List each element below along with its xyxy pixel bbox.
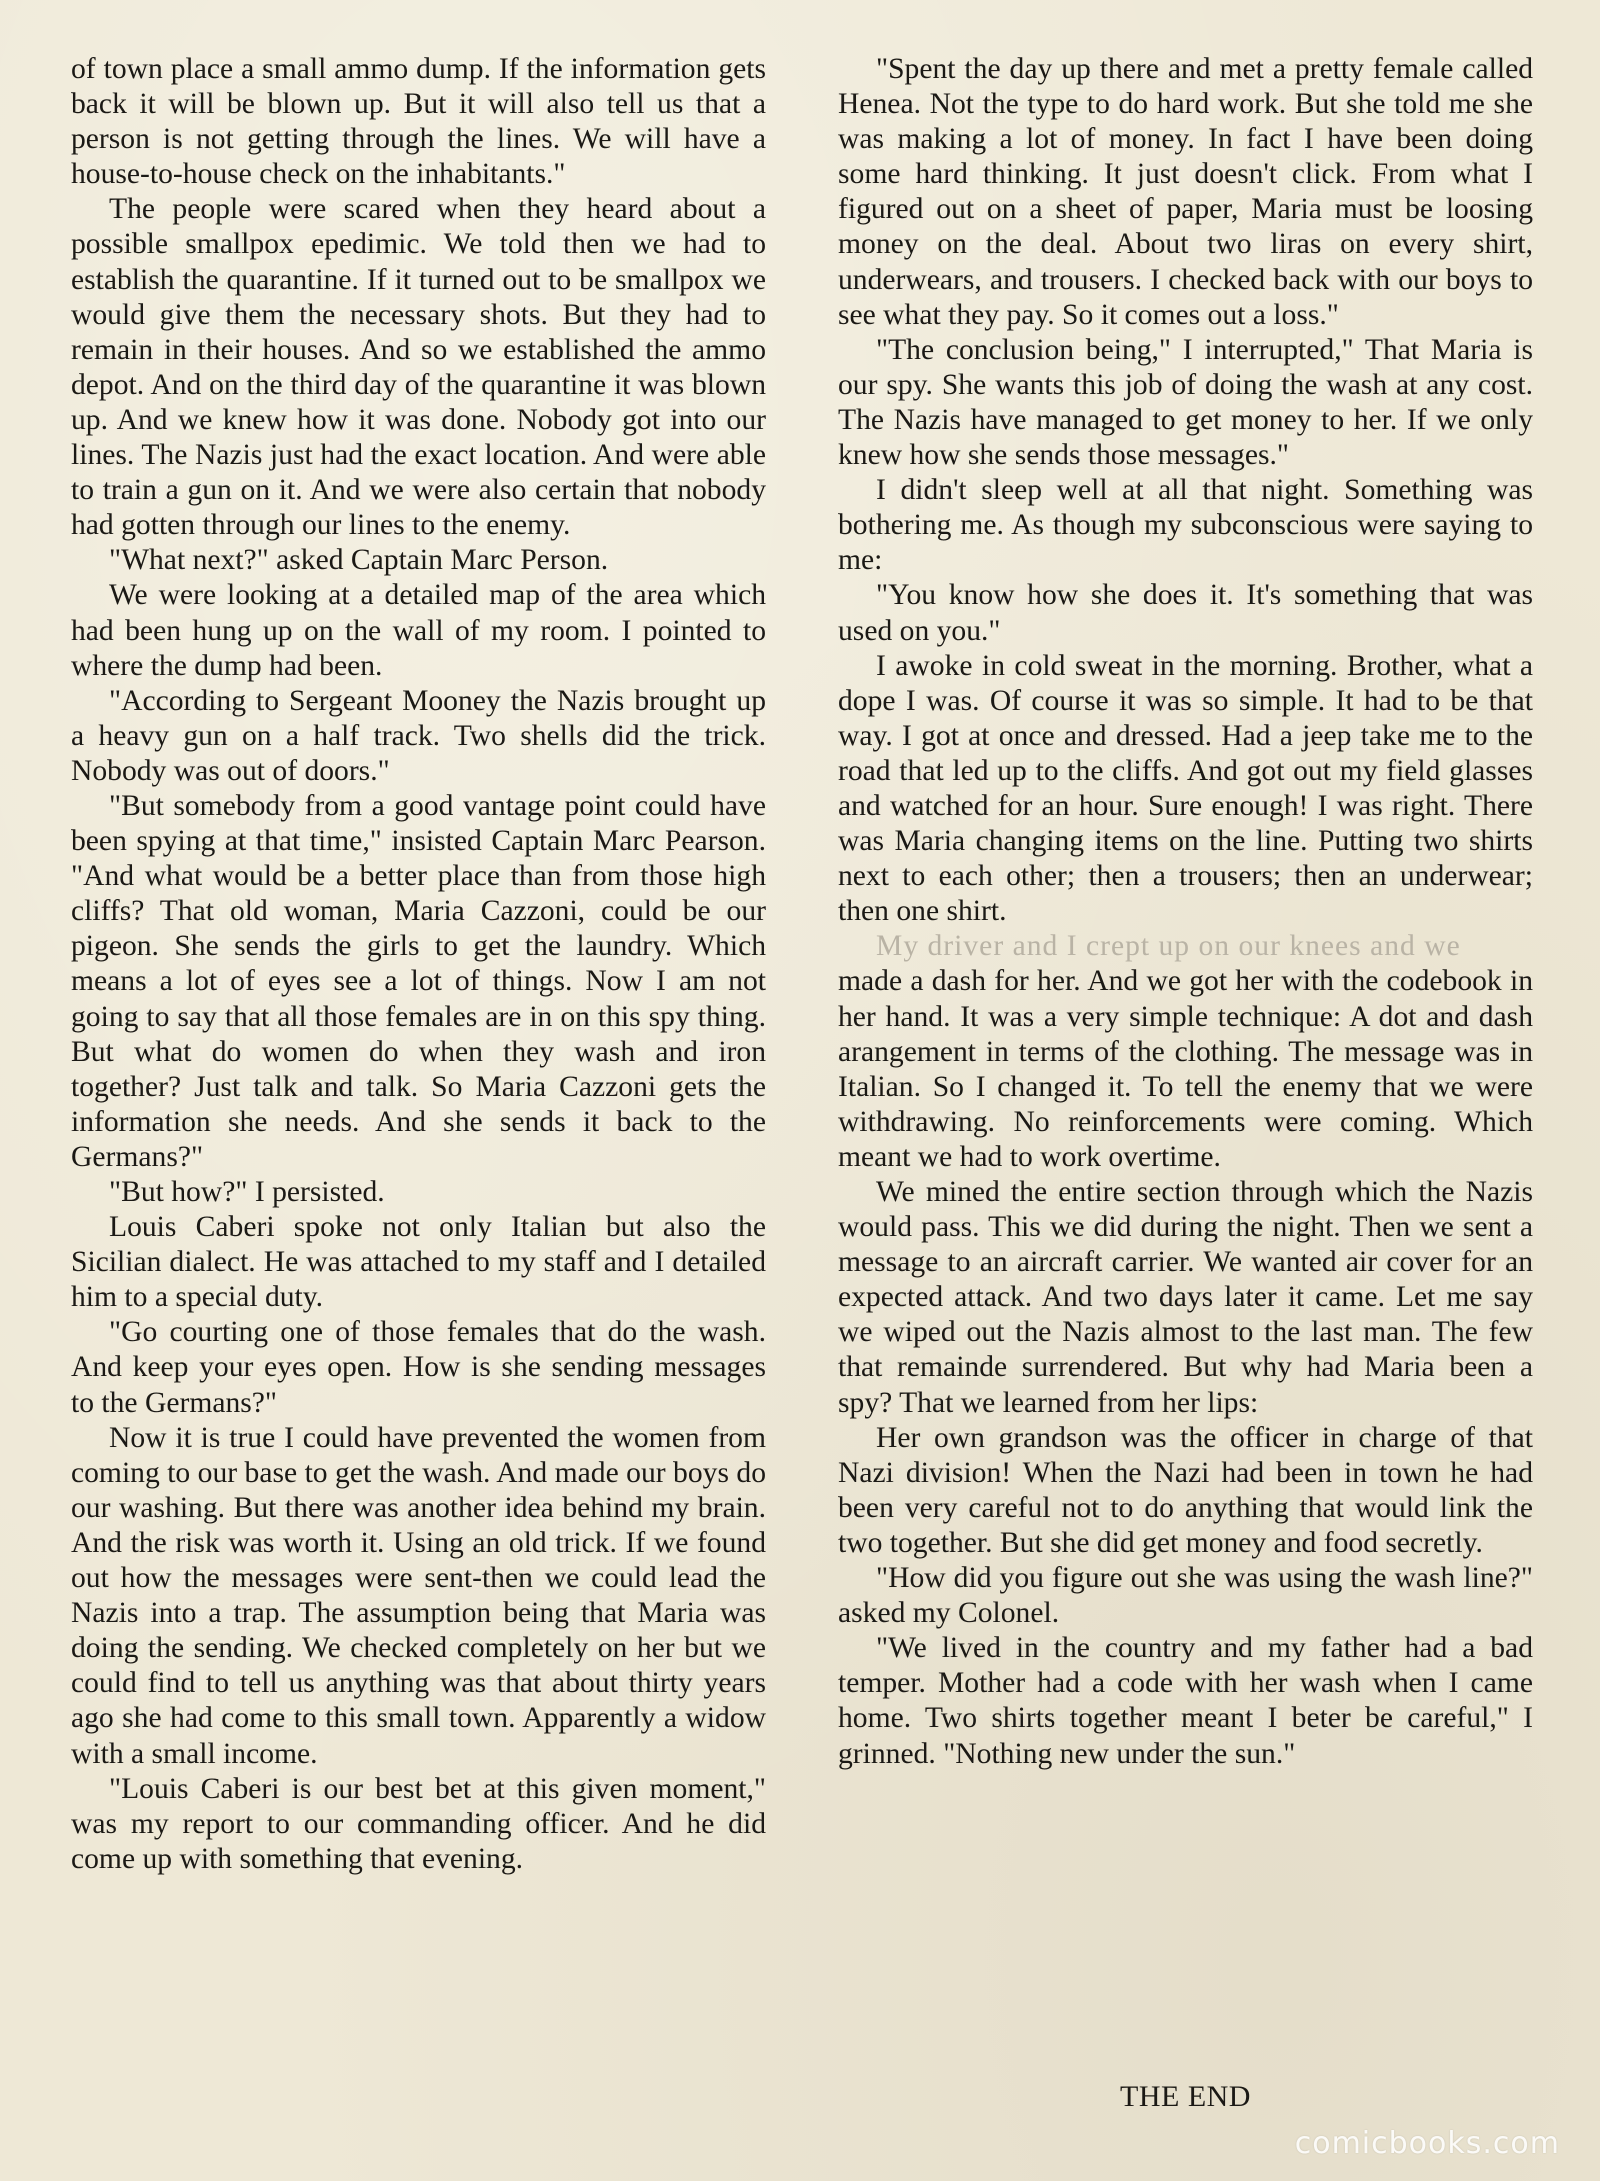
paragraph: We were looking at a detailed map of the area which had been hung up on the wall of my room. I pointed to where the dump had been. <box>71 579 766 682</box>
site-watermark: comicbooks.com <box>1294 2126 1560 2161</box>
paragraph: Now it is true I could have prevented the women from coming to our base to get the wash. And made our boys do our washing. But there was another idea behind my brain. And the risk was worth it. Using an old trick. If we found out how the messages were sent-then we could lead the Nazis into a trap. The assumption being that Maria was doing the sending. We checked completely on her but we could find to tell us anything was that about thirty years ago she had come to this small town. Apparently a widow with a small income. <box>71 1421 766 1770</box>
left-text-column <box>71 52 766 1877</box>
paragraph: "How did you figure out she was using the wash line?" asked my Colonel. <box>838 1562 1533 1630</box>
paragraph: "Spent the day up there and met a pretty female called Henea. Not the type to do hard work. But she told me she was making a lot of money. In fact I have been doing some hard thinking. It just doesn't click. From what I figured out on a sheet of paper, Maria must be loosing money on the deal. About two liras on every shirt, underwears, and trousers. I checked back with our boys to see what they pay. So it comes out a loss." <box>838 53 1533 331</box>
paragraph: "According to Sergeant Mooney the Nazis brought up a heavy gun on a half track. Two shells did the trick. Nobody was out of doors." <box>71 684 766 787</box>
story-ending: THE END <box>1120 2080 1251 2113</box>
paragraph: Louis Caberi spoke not only Italian but also the Sicilian dialect. He was attached to my staff and I detailed him to a special duty. <box>71 1211 766 1314</box>
right-text-column <box>838 52 1533 1772</box>
paragraph: I awoke in cold sweat in the morning. Brother, what a dope I was. Of course it was so simple. It had to be that way. I got at once and dressed. Had a jeep take me to the road that led up to the cliffs. And got out my field glasses and watched for an hour. Sure enough! I was right. There was Maria changing items on the line. Putting two shirts next to each other; then a trousers; then an underwear; then one shirt. <box>838 649 1533 928</box>
paragraph: I didn't sleep well at all that night. Something was bothering me. As though my subconscious were saying to me: <box>838 474 1533 577</box>
smudged-line: My driver and I crept up on our knees and we <box>876 930 1461 963</box>
paragraph: "Louis Caberi is our best bet at this given moment," was my report to our commanding officer. And he did come up with something that evening. <box>71 1772 766 1875</box>
paragraph: "What next?" asked Captain Marc Person. <box>109 544 609 577</box>
paragraph: Her own grandson was the officer in charge of that Nazi division! When the Nazi had been in town he had been very careful not to do anything that would link the two together. But she did get money and food secretly. <box>838 1421 1533 1559</box>
paragraph: "The conclusion being," I interrupted," That Maria is our spy. She wants this job of doing the wash at any cost. The Nazis have managed to get money to her. If we only knew how she sends those messages." <box>838 333 1533 472</box>
paragraph: "But somebody from a good vantage point could have been spying at that time," insisted Captain Marc Pearson. "And what would be a better place than from those high cliffs? That old woman, Maria Cazzoni, could be our pigeon. She sends the girls to get the laundry. Which means a lot of eyes see a lot of things. Now I am not going to say that all those females are in on this spy thing. But what do women do when they wash and iron together? Just talk and talk. So Maria Cazzoni gets the information she needs. And she sends it back to the Germans?" <box>71 789 766 1173</box>
paragraph: of town place a small ammo dump. If the information gets back it will be blown up. But it will also tell us that a person is not getting through the lines. We will have a house-to-house check on the inhabitants." <box>71 53 766 191</box>
paragraph: made a dash for her. And we got her with the codebook in her hand. It was a very simple technique: A dot and dash arangement in terms of the clothing. The message was in Italian. So I changed it. To tell the enemy that we were withdrawing. No reinforcements were coming. Which meant we had to work overtime. <box>838 965 1533 1173</box>
paragraph: "Go courting one of those females that do the wash. And keep your eyes open. How is she sending messages to the Germans?" <box>71 1316 766 1419</box>
paragraph: "We lived in the country and my father had a bad temper. Mother had a code with her wash when I came home. Two shirts together meant I beter be careful," I grinned. "Nothing new under the sun." <box>838 1632 1533 1770</box>
paragraph: "You know how she does it. It's something that was used on you." <box>838 579 1533 647</box>
paragraph: "But how?" I persisted. <box>109 1176 385 1208</box>
paragraph: We mined the entire section through which the Nazis would pass. This we did during the night. Then we sent a message to an aircraft carrier. We wanted air cover for an expected attack. And two days later it came. Let me say we wiped out the Nazis almost to the last man. The few that remainde surrendered. But why had Maria been a spy? That we learned from her lips: <box>838 1176 1533 1419</box>
paragraph: The people were scared when they heard about a possible smallpox epedimic. We told then we had to establish the quarantine. If it turned out to be smallpox we would give them the necessary shots. But they had to remain in their houses. And so we established the ammo depot. And on the third day of the quarantine it was blown up. And we knew how it was done. Nobody got into our lines. The Nazis just had the exact location. And were able to train a gun on it. And we were also certain that nobody had gotten through our lines to the enemy. <box>71 193 766 542</box>
